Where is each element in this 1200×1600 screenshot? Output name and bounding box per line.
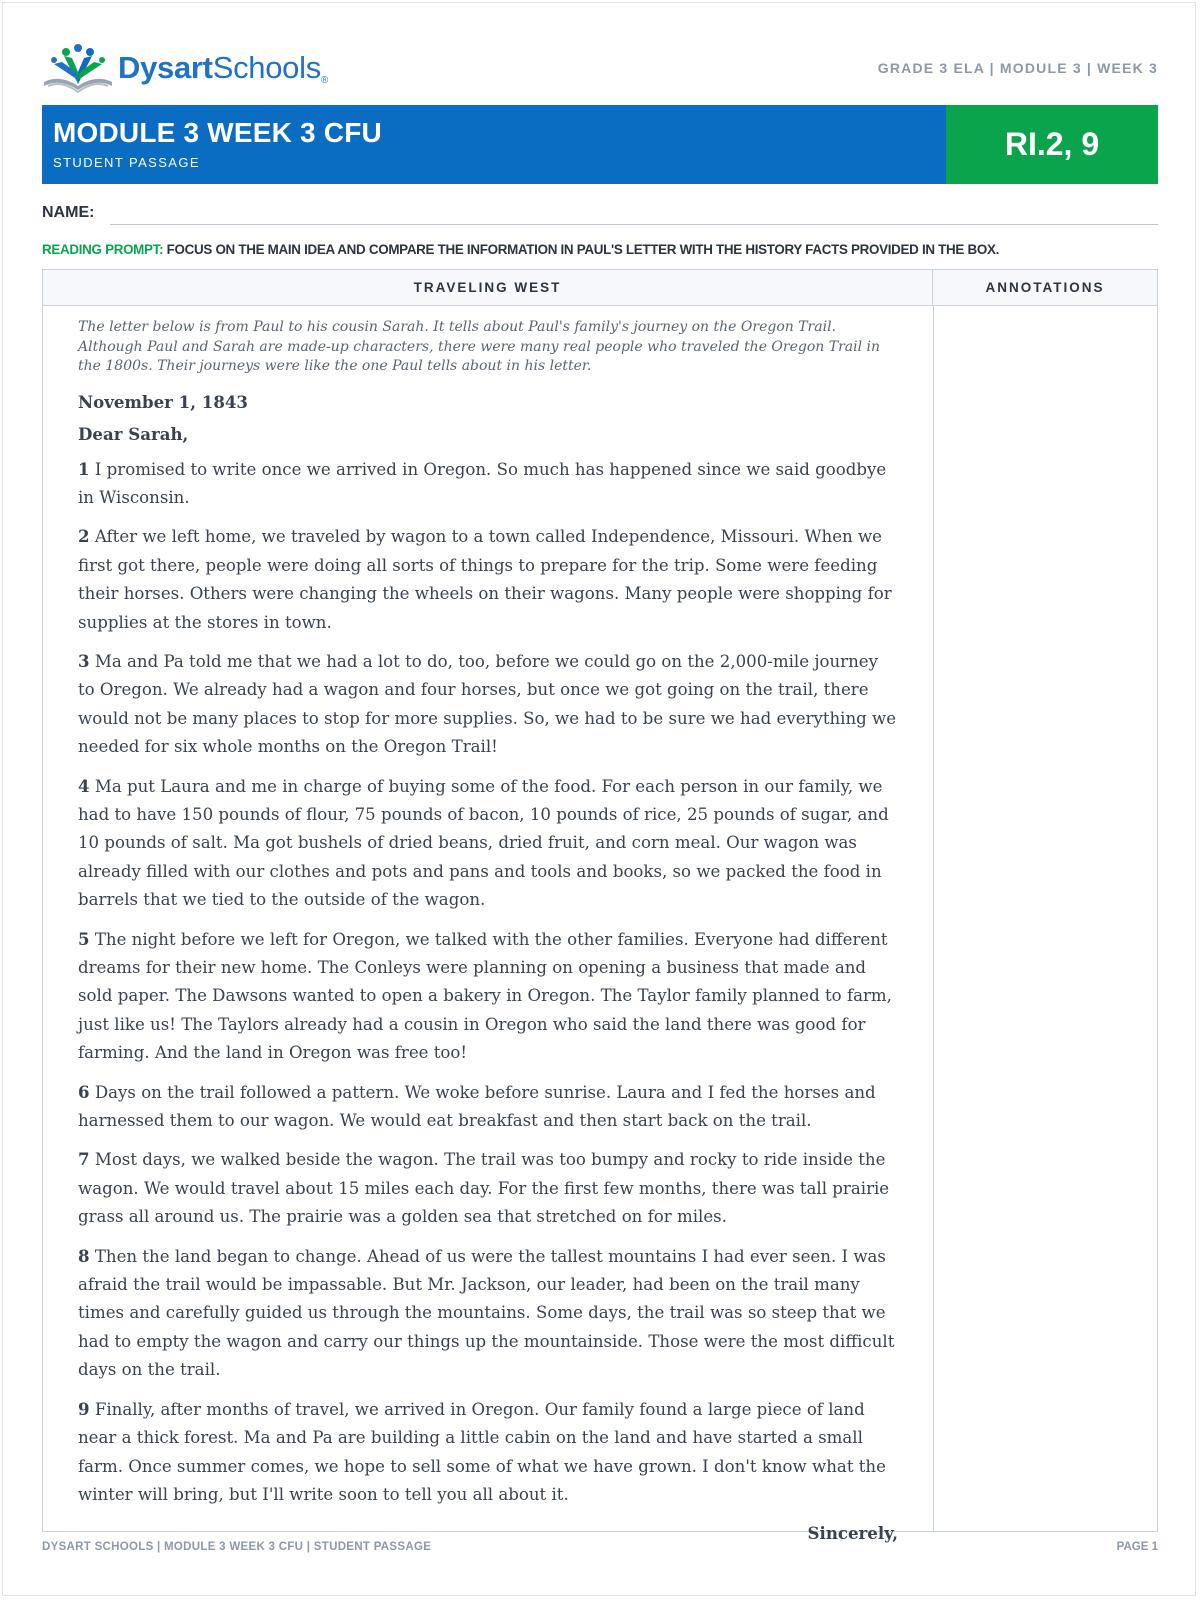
column-divider	[933, 306, 934, 1531]
logo-word-bold: Dysart	[118, 50, 213, 85]
column-header-passage: TRAVELING WEST	[43, 270, 933, 306]
paragraph	[78, 1078, 898, 1136]
banner-title-area	[42, 105, 946, 184]
paragraph-text: Finally, after months of travel, we arrived in Oregon. Our family found a large piece of land near a thick forest. Ma and Pa are building a little cabin on the land and have started a small farm. Once summer comes, we hope to sell some of what we have grown. I don't know what the winter will bring, but I'll write soon to tell you all about it.	[78, 1399, 886, 1504]
letter-signoff: Sincerely,	[807, 1523, 898, 1544]
passage-body	[78, 318, 898, 1564]
page-title: MODULE 3 WEEK 3 CFU	[53, 117, 382, 148]
paragraph	[78, 1145, 898, 1231]
paragraph-number: 6	[78, 1081, 90, 1102]
page-subtitle: STUDENT PASSAGE	[53, 155, 200, 170]
paragraph-text: After we left home, we traveled by wagon to a town called Independence, Missouri. When we first got there, people were doing all sorts of things to prepare for the trip. Some were feeding their horses. Others were changing the wheels on their wagons. Many people were shopping for supplies at the stores in town.	[78, 527, 892, 632]
logo-wordmark	[118, 50, 328, 86]
paragraph	[78, 522, 898, 637]
name-label: NAME:	[42, 204, 95, 221]
title-banner	[42, 105, 1158, 184]
reading-prompt-text: FOCUS ON THE MAIN IDEA AND COMPARE THE INFORMATION IN PAUL'S LETTER WITH THE HISTORY FACTS PROVIDED IN THE BOX.	[166, 242, 1000, 257]
column-header-annotations: ANNOTATIONS	[933, 270, 1157, 306]
reading-prompt	[42, 242, 999, 257]
paragraph	[78, 1395, 898, 1510]
letter-greeting: Dear Sarah,	[78, 423, 189, 444]
reading-prompt-lead: READING PROMPT:	[42, 242, 164, 257]
paragraph	[78, 647, 898, 762]
paragraph	[78, 925, 898, 1068]
paragraph-text: I promised to write once we arrived in Oregon. So much has happened since we said goodbye in Wisconsin.	[78, 459, 887, 507]
paragraph-number: 2	[78, 526, 90, 547]
passage-intro: The letter below is from Paul to his cousin Sarah. It tells about Paul's family's journey on the Oregon Trail. Although Paul and Sarah are made-up characters, there were many real people who traveled the Oregon Trail in the 1800s. Their journeys were like the one Paul tells about in his letter.	[78, 319, 881, 374]
header	[42, 40, 1158, 96]
paragraph	[78, 1242, 898, 1385]
paragraph	[78, 455, 898, 513]
name-row	[42, 202, 1158, 226]
footer-label: DYSART SCHOOLS | MODULE 3 WEEK 3 CFU | STUDENT PASSAGE	[42, 1541, 432, 1553]
paragraph-text: Then the land began to change. Ahead of us were the tallest mountains I had ever seen. I was afraid the trail would be impassable. But Mr. Jackson, our leader, had been on the trail many times and carefully guided us through the mountains. Some days, the trail was so steep that we had to empty the wagon and carry our things up the mountainside. Those were the most difficult days on the trail.	[78, 1246, 895, 1380]
paragraph-text: Most days, we walked beside the wagon. The trail was too bumpy and rocky to ride inside the wagon. We would travel about 15 miles each day. For the first few months, there was tall prairie grass all around us. The prairie was a golden sea that stretched on for miles.	[78, 1150, 890, 1227]
passage-table	[42, 269, 1158, 1544]
paragraph-number: 9	[78, 1398, 90, 1419]
paragraph	[78, 772, 898, 915]
paragraph-number: 8	[78, 1245, 90, 1266]
paragraph-text: The night before we left for Oregon, we talked with the other families. Everyone had different dreams for their new home. The Conleys were planning on opening a business that made and sold paper. The Dawsons wanted to open a bakery in Oregon. The Taylor family planned to farm, just like us! The Taylors already had a cousin in Oregon who said the land there was good for farming. And the land in Oregon was free too!	[78, 929, 892, 1063]
paragraph-number: 1	[78, 458, 90, 479]
grade-module-week-tag: GRADE 3 ELA | MODULE 3 | WEEK 3	[877, 60, 1158, 76]
paragraph-number: 4	[78, 775, 90, 796]
paragraph-text: Ma put Laura and me in charge of buying some of the food. For each person in our family, we had to have 150 pounds of flour, 75 pounds of bacon, 10 pounds of rice, 25 pounds of sugar, and 10 pounds of salt. Ma got bushels of dried beans, dried fruit, and corn meal. Our wagon was already filled with our clothes and pots and pans and tools and books, so we packed the food in barrels that we tied to the outside of the wagon.	[78, 776, 889, 910]
paragraph-text: Days on the trail followed a pattern. We woke before sunrise. Laura and I fed the horses and harnessed them to our wagon. We would eat breakfast and then start back on the trail.	[78, 1082, 876, 1131]
paragraph-number: 5	[78, 928, 90, 949]
name-field[interactable]	[110, 224, 1158, 225]
letter-date: November 1, 1843	[78, 391, 248, 412]
book-people-logo-icon	[42, 42, 114, 94]
paragraph-number: 3	[78, 650, 90, 671]
page-number: PAGE 1	[1116, 1541, 1158, 1553]
paragraph-number: 7	[78, 1149, 90, 1170]
standard-badge: RI.2, 9	[946, 105, 1158, 184]
dysart-logo	[42, 40, 328, 96]
registered-mark: ®	[320, 75, 328, 86]
logo-word-light: Schools	[212, 50, 321, 85]
paragraph-text: Ma and Pa told me that we had a lot to do, too, before we could go on the 2,000-mile journey to Oregon. We already had a wagon and four horses, but once we got going on the trail, there would not be many places to stop for more supplies. So, we had to be sure we had everything we needed for six whole months on the Oregon Trail!	[78, 651, 897, 757]
